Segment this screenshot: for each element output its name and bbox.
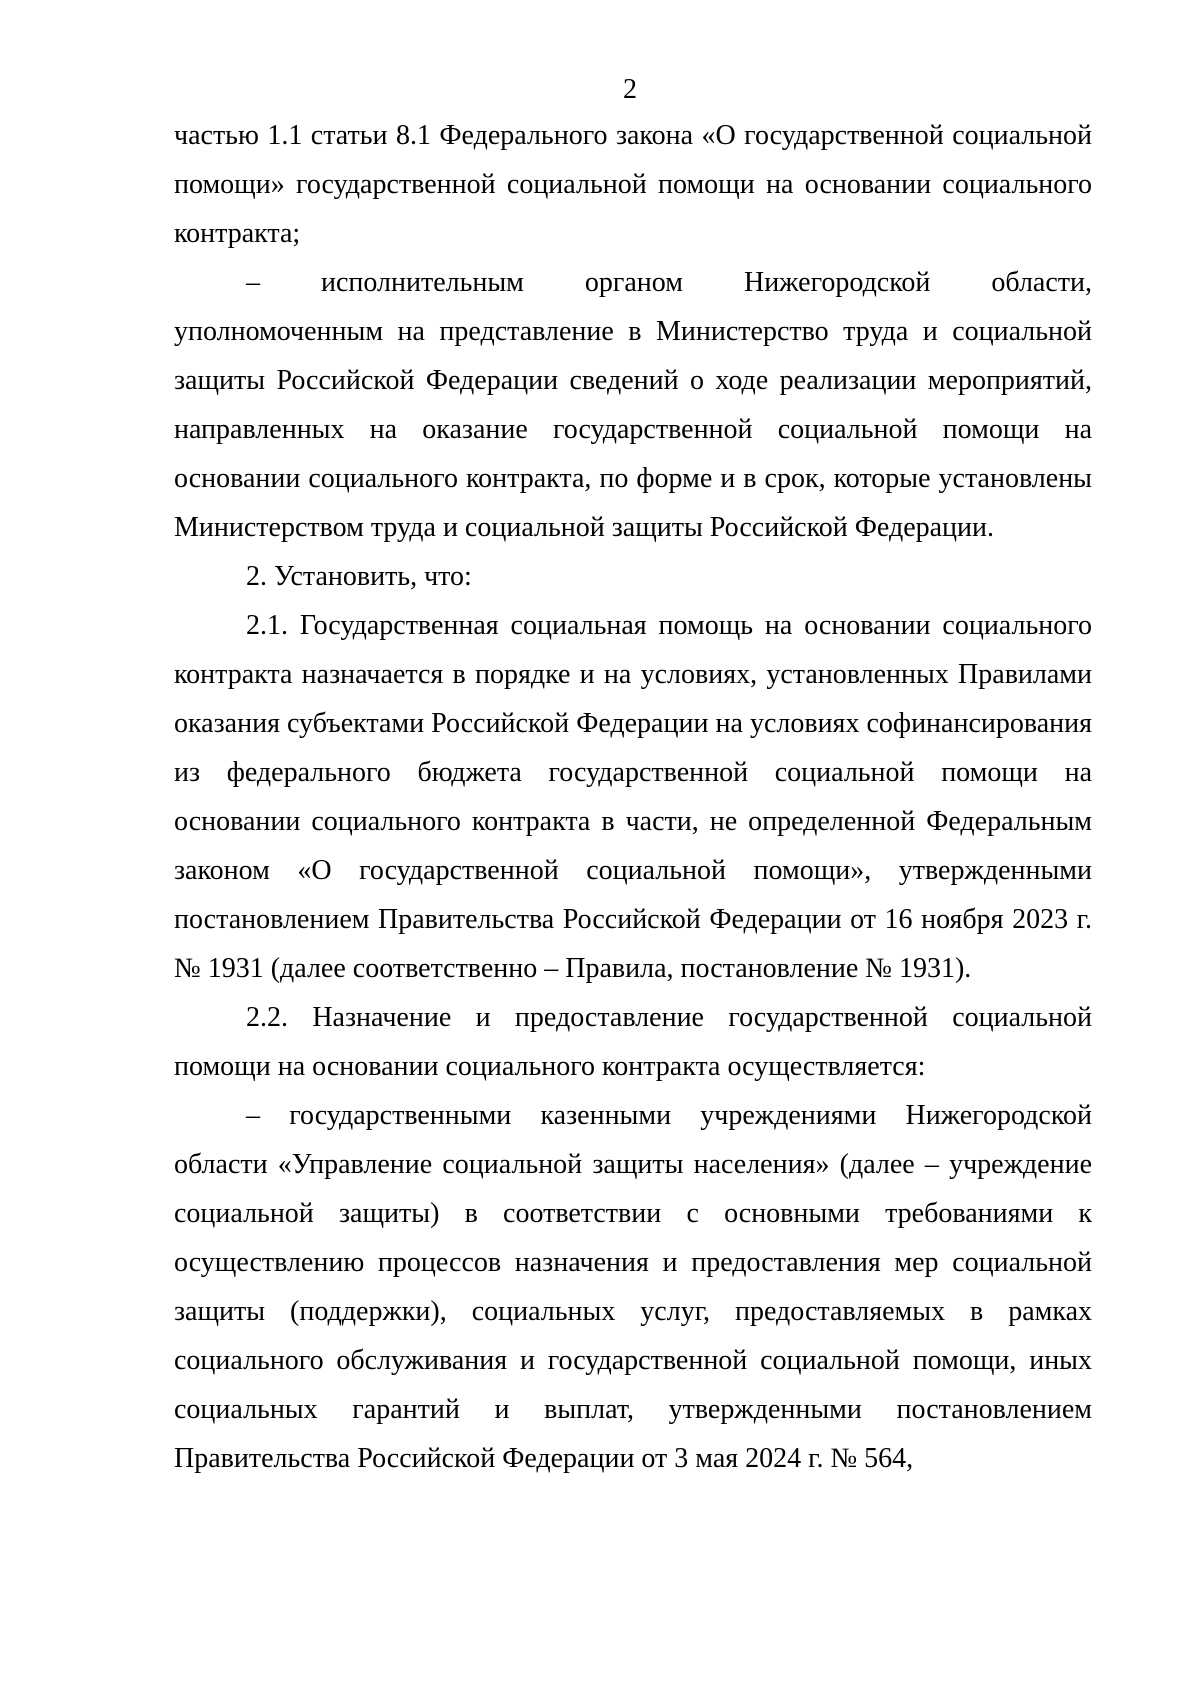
document-body xyxy=(174,111,1092,1483)
paragraph-executive-body-item: – исполнительным органом Нижегородской области, уполномоченным на представление в Министерство труда и социальной защиты Российской Федерации сведений о ходе реализации мероприятий, направленных на оказание государственной социальной помощи на основании социального контракта, по форме и в срок, которые установлены Министерством труда и социальной защиты Российской Федерации. xyxy=(174,267,1092,543)
paragraph-continuation: частью 1.1 статьи 8.1 Федерального закона «О государственной социальной помощи» государственной социальной помощи на основании социального контракта; xyxy=(174,120,1092,249)
paragraph-clause-2-2: 2.2. Назначение и предоставление государственной социальной помощи на основании социального контракта осуществляется: xyxy=(174,1002,1092,1082)
paragraph-institutions-item: – государственными казенными учреждениями Нижегородской области «Управление социальной защиты населения» (далее – учреждение социальной защиты) в соответствии с основными требованиями к осуществлению процессов назначения и предоставления мер социальной защиты (поддержки), социальных услуг, предоставляемых в рамках социального обслуживания и государственной социальной помощи, иных социальных гарантий и выплат, утвержденными постановлением Правительства Российской Федерации от 3 мая 2024 г. № 564, xyxy=(174,1100,1092,1474)
page-number: 2 xyxy=(623,74,637,105)
paragraph-clause-2-1: 2.1. Государственная социальная помощь на основании социального контракта назначается в порядке и на условиях, установленных Правилами оказания субъектами Российской Федерации на условиях софинансирования из федерального бюджета государственной социальной помощи на основании социального контракта в части, не определенной Федеральным законом «О государственной социальной помощи», утвержденными постановлением Правительства Российской Федерации от 16 ноября 2023 г. № 1931 (далее соответственно – Правила, постановление № 1931). xyxy=(174,610,1092,984)
paragraph-clause-2: 2. Установить, что: xyxy=(246,561,472,592)
